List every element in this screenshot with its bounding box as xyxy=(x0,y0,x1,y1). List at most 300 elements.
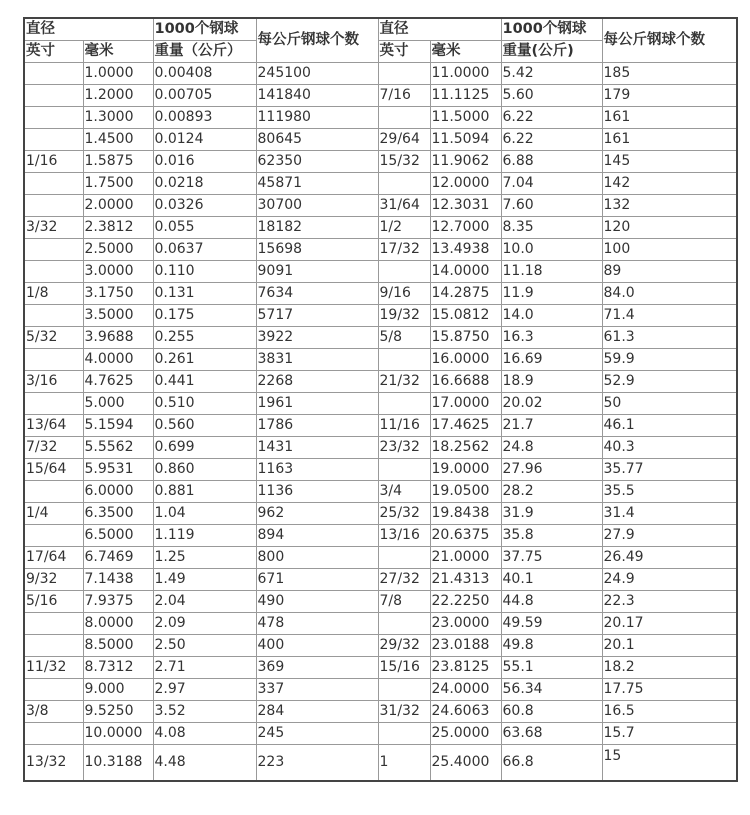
table-row xyxy=(24,173,737,195)
table-row xyxy=(24,261,737,283)
inch-cell: 13/64 xyxy=(24,415,83,437)
inch-cell xyxy=(24,261,83,283)
mm-cell: 11.1125 xyxy=(430,85,501,107)
inch-cell: 19/32 xyxy=(378,305,430,327)
weight-cell: 0.0218 xyxy=(153,173,256,195)
inch-cell xyxy=(378,261,430,283)
mm-cell: 4.7625 xyxy=(83,371,153,393)
inch-cell: 3/32 xyxy=(24,217,83,239)
weight-cell: 11.9 xyxy=(501,283,602,305)
count-cell: 3831 xyxy=(256,349,378,371)
count-cell: 490 xyxy=(256,591,378,613)
count-cell: 1786 xyxy=(256,415,378,437)
count-cell: 894 xyxy=(256,525,378,547)
weight-cell: 10.0 xyxy=(501,239,602,261)
mm-cell: 16.0000 xyxy=(430,349,501,371)
mm-cell: 2.0000 xyxy=(83,195,153,217)
count-cell: 142 xyxy=(602,173,737,195)
table-row xyxy=(24,481,737,503)
mm-cell: 1.7500 xyxy=(83,173,153,195)
mm-cell: 17.4625 xyxy=(430,415,501,437)
count-cell: 52.9 xyxy=(602,371,737,393)
inch-cell: 15/64 xyxy=(24,459,83,481)
inch-cell xyxy=(24,723,83,745)
count-cell: 800 xyxy=(256,547,378,569)
mm-cell: 14.0000 xyxy=(430,261,501,283)
count-cell: 161 xyxy=(602,107,737,129)
mm-cell: 1.3000 xyxy=(83,107,153,129)
weight-cell: 7.60 xyxy=(501,195,602,217)
mm-cell: 21.4313 xyxy=(430,569,501,591)
mm-cell: 7.1438 xyxy=(83,569,153,591)
mm-cell: 4.0000 xyxy=(83,349,153,371)
header-diameter: 直径 xyxy=(24,18,153,41)
table-row xyxy=(24,415,737,437)
weight-cell: 14.0 xyxy=(501,305,602,327)
steel-ball-weight-table xyxy=(23,17,738,782)
weight-cell: 20.02 xyxy=(501,393,602,415)
inch-cell xyxy=(24,525,83,547)
mm-cell: 3.1750 xyxy=(83,283,153,305)
mm-cell: 1.4500 xyxy=(83,129,153,151)
weight-cell: 1.49 xyxy=(153,569,256,591)
weight-cell: 0.175 xyxy=(153,305,256,327)
inch-cell: 1 xyxy=(378,745,430,782)
inch-cell: 29/64 xyxy=(378,129,430,151)
count-cell: 59.9 xyxy=(602,349,737,371)
weight-cell: 6.22 xyxy=(501,107,602,129)
weight-cell: 0.441 xyxy=(153,371,256,393)
weight-cell: 7.04 xyxy=(501,173,602,195)
inch-cell: 27/32 xyxy=(378,569,430,591)
weight-cell: 16.3 xyxy=(501,327,602,349)
inch-cell: 25/32 xyxy=(378,503,430,525)
inch-cell xyxy=(24,613,83,635)
weight-cell: 0.00705 xyxy=(153,85,256,107)
weight-cell: 21.7 xyxy=(501,415,602,437)
weight-cell: 4.48 xyxy=(153,745,256,782)
weight-cell: 31.9 xyxy=(501,503,602,525)
count-cell: 15 xyxy=(602,745,737,782)
count-cell: 35.5 xyxy=(602,481,737,503)
count-cell: 27.9 xyxy=(602,525,737,547)
inch-cell xyxy=(378,679,430,701)
mm-cell: 8.7312 xyxy=(83,657,153,679)
weight-cell: 0.255 xyxy=(153,327,256,349)
mm-cell: 19.8438 xyxy=(430,503,501,525)
header-weight-line1: 1000个钢球 xyxy=(501,18,602,41)
inch-cell: 31/64 xyxy=(378,195,430,217)
count-cell: 5717 xyxy=(256,305,378,327)
inch-cell xyxy=(24,173,83,195)
mm-cell: 15.8750 xyxy=(430,327,501,349)
inch-cell xyxy=(378,547,430,569)
inch-cell: 21/32 xyxy=(378,371,430,393)
inch-cell xyxy=(378,723,430,745)
count-cell: 24.9 xyxy=(602,569,737,591)
mm-cell: 9.5250 xyxy=(83,701,153,723)
weight-cell: 3.52 xyxy=(153,701,256,723)
weight-cell: 49.59 xyxy=(501,613,602,635)
weight-cell: 63.68 xyxy=(501,723,602,745)
mm-cell: 18.2562 xyxy=(430,437,501,459)
mm-cell: 17.0000 xyxy=(430,393,501,415)
table-row xyxy=(24,151,737,173)
count-cell: 26.49 xyxy=(602,547,737,569)
table-row xyxy=(24,349,737,371)
mm-cell: 11.5094 xyxy=(430,129,501,151)
weight-cell: 0.881 xyxy=(153,481,256,503)
table-row xyxy=(24,459,737,481)
weight-cell: 1.25 xyxy=(153,547,256,569)
count-cell: 61.3 xyxy=(602,327,737,349)
count-cell: 1163 xyxy=(256,459,378,481)
table-row xyxy=(24,217,737,239)
weight-cell: 11.18 xyxy=(501,261,602,283)
mm-cell: 22.2250 xyxy=(430,591,501,613)
table-row xyxy=(24,613,737,635)
weight-cell: 44.8 xyxy=(501,591,602,613)
inch-cell: 5/16 xyxy=(24,591,83,613)
table-row xyxy=(24,85,737,107)
count-cell: 245 xyxy=(256,723,378,745)
count-cell: 18.2 xyxy=(602,657,737,679)
weight-cell: 0.860 xyxy=(153,459,256,481)
weight-cell: 56.34 xyxy=(501,679,602,701)
inch-cell: 9/16 xyxy=(378,283,430,305)
inch-cell: 3/16 xyxy=(24,371,83,393)
weight-cell: 6.88 xyxy=(501,151,602,173)
inch-cell xyxy=(378,173,430,195)
weight-cell: 2.09 xyxy=(153,613,256,635)
mm-cell: 12.3031 xyxy=(430,195,501,217)
weight-cell: 0.0124 xyxy=(153,129,256,151)
mm-cell: 15.0812 xyxy=(430,305,501,327)
weight-cell: 2.04 xyxy=(153,591,256,613)
inch-cell: 17/32 xyxy=(378,239,430,261)
count-cell: 145 xyxy=(602,151,737,173)
weight-cell: 66.8 xyxy=(501,745,602,782)
mm-cell: 6.5000 xyxy=(83,525,153,547)
mm-cell: 12.0000 xyxy=(430,173,501,195)
mm-cell: 5.000 xyxy=(83,393,153,415)
weight-cell: 16.69 xyxy=(501,349,602,371)
inch-cell xyxy=(378,613,430,635)
count-cell: 111980 xyxy=(256,107,378,129)
weight-cell: 1.04 xyxy=(153,503,256,525)
weight-cell: 28.2 xyxy=(501,481,602,503)
count-cell: 400 xyxy=(256,635,378,657)
mm-cell: 7.9375 xyxy=(83,591,153,613)
inch-cell: 9/32 xyxy=(24,569,83,591)
mm-cell: 5.5562 xyxy=(83,437,153,459)
header-mm: 毫米 xyxy=(430,41,501,63)
count-cell: 9091 xyxy=(256,261,378,283)
count-cell: 71.4 xyxy=(602,305,737,327)
count-cell: 2268 xyxy=(256,371,378,393)
count-cell: 245100 xyxy=(256,63,378,85)
header-count-per-kg: 每公斤钢球个数 xyxy=(256,18,378,63)
mm-cell: 3.9688 xyxy=(83,327,153,349)
inch-cell xyxy=(378,107,430,129)
table-row xyxy=(24,63,737,85)
mm-cell: 11.0000 xyxy=(430,63,501,85)
count-cell: 30700 xyxy=(256,195,378,217)
inch-cell: 1/2 xyxy=(378,217,430,239)
inch-cell: 3/8 xyxy=(24,701,83,723)
count-cell: 46.1 xyxy=(602,415,737,437)
inch-cell: 5/32 xyxy=(24,327,83,349)
weight-cell: 60.8 xyxy=(501,701,602,723)
count-cell: 80645 xyxy=(256,129,378,151)
inch-cell xyxy=(24,481,83,503)
header-count-per-kg: 每公斤钢球个数 xyxy=(602,18,737,63)
mm-cell: 24.6063 xyxy=(430,701,501,723)
count-cell: 223 xyxy=(256,745,378,782)
mm-cell: 16.6688 xyxy=(430,371,501,393)
weight-cell: 0.510 xyxy=(153,393,256,415)
count-cell: 962 xyxy=(256,503,378,525)
mm-cell: 1.0000 xyxy=(83,63,153,85)
weight-cell: 0.261 xyxy=(153,349,256,371)
mm-cell: 5.9531 xyxy=(83,459,153,481)
weight-cell: 0.131 xyxy=(153,283,256,305)
weight-cell: 0.0637 xyxy=(153,239,256,261)
mm-cell: 6.0000 xyxy=(83,481,153,503)
inch-cell xyxy=(378,393,430,415)
count-cell: 16.5 xyxy=(602,701,737,723)
inch-cell xyxy=(24,63,83,85)
weight-cell: 0.00893 xyxy=(153,107,256,129)
mm-cell: 25.4000 xyxy=(430,745,501,782)
inch-cell: 3/4 xyxy=(378,481,430,503)
count-cell: 179 xyxy=(602,85,737,107)
count-cell: 7634 xyxy=(256,283,378,305)
weight-cell: 5.60 xyxy=(501,85,602,107)
count-cell: 84.0 xyxy=(602,283,737,305)
mm-cell: 20.6375 xyxy=(430,525,501,547)
header-inch: 英寸 xyxy=(378,41,430,63)
table-row xyxy=(24,591,737,613)
table-row xyxy=(24,107,737,129)
count-cell: 15698 xyxy=(256,239,378,261)
inch-cell: 29/32 xyxy=(378,635,430,657)
mm-cell: 11.5000 xyxy=(430,107,501,129)
mm-cell: 11.9062 xyxy=(430,151,501,173)
inch-cell: 1/4 xyxy=(24,503,83,525)
mm-cell: 8.5000 xyxy=(83,635,153,657)
weight-cell: 27.96 xyxy=(501,459,602,481)
mm-cell: 13.4938 xyxy=(430,239,501,261)
inch-cell: 11/16 xyxy=(378,415,430,437)
weight-cell: 40.1 xyxy=(501,569,602,591)
table-row xyxy=(24,239,737,261)
table-row xyxy=(24,195,737,217)
count-cell: 132 xyxy=(602,195,737,217)
weight-cell: 2.71 xyxy=(153,657,256,679)
weight-cell: 24.8 xyxy=(501,437,602,459)
mm-cell: 21.0000 xyxy=(430,547,501,569)
inch-cell xyxy=(378,459,430,481)
table-row xyxy=(24,745,737,782)
weight-cell: 0.699 xyxy=(153,437,256,459)
table-row xyxy=(24,503,737,525)
weight-cell: 4.08 xyxy=(153,723,256,745)
mm-cell: 1.2000 xyxy=(83,85,153,107)
count-cell: 161 xyxy=(602,129,737,151)
inch-cell: 31/32 xyxy=(378,701,430,723)
count-cell: 100 xyxy=(602,239,737,261)
count-cell: 45871 xyxy=(256,173,378,195)
count-cell: 62350 xyxy=(256,151,378,173)
mm-cell: 5.1594 xyxy=(83,415,153,437)
weight-cell: 0.055 xyxy=(153,217,256,239)
weight-cell: 5.42 xyxy=(501,63,602,85)
header-inch: 英寸 xyxy=(24,41,83,63)
count-cell: 478 xyxy=(256,613,378,635)
table-row xyxy=(24,569,737,591)
count-cell: 35.77 xyxy=(602,459,737,481)
inch-cell: 13/32 xyxy=(24,745,83,782)
mm-cell: 14.2875 xyxy=(430,283,501,305)
mm-cell: 19.0500 xyxy=(430,481,501,503)
mm-cell: 19.0000 xyxy=(430,459,501,481)
inch-cell: 15/16 xyxy=(378,657,430,679)
mm-cell: 12.7000 xyxy=(430,217,501,239)
table-row xyxy=(24,657,737,679)
header-diameter: 直径 xyxy=(378,18,501,41)
weight-cell: 55.1 xyxy=(501,657,602,679)
mm-cell: 10.0000 xyxy=(83,723,153,745)
count-cell: 141840 xyxy=(256,85,378,107)
mm-cell: 1.5875 xyxy=(83,151,153,173)
count-cell: 40.3 xyxy=(602,437,737,459)
mm-cell: 25.0000 xyxy=(430,723,501,745)
mm-cell: 10.3188 xyxy=(83,745,153,782)
table-row xyxy=(24,701,737,723)
weight-cell: 37.75 xyxy=(501,547,602,569)
inch-cell xyxy=(24,635,83,657)
count-cell: 1136 xyxy=(256,481,378,503)
inch-cell: 1/8 xyxy=(24,283,83,305)
table-row xyxy=(24,305,737,327)
mm-cell: 9.000 xyxy=(83,679,153,701)
count-cell: 50 xyxy=(602,393,737,415)
count-cell: 671 xyxy=(256,569,378,591)
table-row xyxy=(24,723,737,745)
count-cell: 20.17 xyxy=(602,613,737,635)
count-cell: 3922 xyxy=(256,327,378,349)
count-cell: 185 xyxy=(602,63,737,85)
mm-cell: 24.0000 xyxy=(430,679,501,701)
inch-cell xyxy=(24,679,83,701)
inch-cell xyxy=(378,349,430,371)
mm-cell: 6.3500 xyxy=(83,503,153,525)
table-row xyxy=(24,635,737,657)
table-row xyxy=(24,547,737,569)
inch-cell xyxy=(24,107,83,129)
inch-cell xyxy=(24,129,83,151)
count-cell: 284 xyxy=(256,701,378,723)
mm-cell: 8.0000 xyxy=(83,613,153,635)
table-row xyxy=(24,525,737,547)
table-row xyxy=(24,393,737,415)
count-cell: 18182 xyxy=(256,217,378,239)
weight-cell: 49.8 xyxy=(501,635,602,657)
inch-cell: 15/32 xyxy=(378,151,430,173)
weight-cell: 6.22 xyxy=(501,129,602,151)
weight-cell: 35.8 xyxy=(501,525,602,547)
table-row xyxy=(24,129,737,151)
inch-cell: 17/64 xyxy=(24,547,83,569)
inch-cell xyxy=(24,349,83,371)
inch-cell: 23/32 xyxy=(378,437,430,459)
inch-cell xyxy=(24,195,83,217)
table-row xyxy=(24,437,737,459)
header-weight-line2: 重量（公斤） xyxy=(153,41,256,63)
mm-cell: 23.0188 xyxy=(430,635,501,657)
inch-cell xyxy=(24,239,83,261)
count-cell: 1431 xyxy=(256,437,378,459)
inch-cell: 7/16 xyxy=(378,85,430,107)
mm-cell: 6.7469 xyxy=(83,547,153,569)
inch-cell: 1/16 xyxy=(24,151,83,173)
count-cell: 1961 xyxy=(256,393,378,415)
weight-cell: 0.016 xyxy=(153,151,256,173)
weight-cell: 8.35 xyxy=(501,217,602,239)
inch-cell: 7/8 xyxy=(378,591,430,613)
weight-cell: 0.110 xyxy=(153,261,256,283)
count-cell: 89 xyxy=(602,261,737,283)
count-cell: 369 xyxy=(256,657,378,679)
inch-cell xyxy=(24,393,83,415)
header-weight-line1: 1000个钢球 xyxy=(153,18,256,41)
weight-cell: 2.97 xyxy=(153,679,256,701)
table-row xyxy=(24,679,737,701)
inch-cell xyxy=(378,63,430,85)
count-cell: 15.7 xyxy=(602,723,737,745)
weight-cell: 0.560 xyxy=(153,415,256,437)
inch-cell xyxy=(24,305,83,327)
weight-cell: 18.9 xyxy=(501,371,602,393)
header-weight-line2: 重量(公斤) xyxy=(501,41,602,63)
table-row xyxy=(24,371,737,393)
mm-cell: 23.8125 xyxy=(430,657,501,679)
weight-cell: 0.00408 xyxy=(153,63,256,85)
table-row xyxy=(24,327,737,349)
inch-cell: 7/32 xyxy=(24,437,83,459)
count-cell: 22.3 xyxy=(602,591,737,613)
inch-cell xyxy=(24,85,83,107)
table-row xyxy=(24,283,737,305)
count-cell: 31.4 xyxy=(602,503,737,525)
count-cell: 337 xyxy=(256,679,378,701)
mm-cell: 2.3812 xyxy=(83,217,153,239)
inch-cell: 13/16 xyxy=(378,525,430,547)
weight-cell: 2.50 xyxy=(153,635,256,657)
mm-cell: 3.0000 xyxy=(83,261,153,283)
mm-cell: 23.0000 xyxy=(430,613,501,635)
inch-cell: 11/32 xyxy=(24,657,83,679)
weight-cell: 0.0326 xyxy=(153,195,256,217)
header-mm: 毫米 xyxy=(83,41,153,63)
count-cell: 120 xyxy=(602,217,737,239)
mm-cell: 2.5000 xyxy=(83,239,153,261)
count-cell: 20.1 xyxy=(602,635,737,657)
mm-cell: 3.5000 xyxy=(83,305,153,327)
weight-cell: 1.119 xyxy=(153,525,256,547)
count-cell: 17.75 xyxy=(602,679,737,701)
